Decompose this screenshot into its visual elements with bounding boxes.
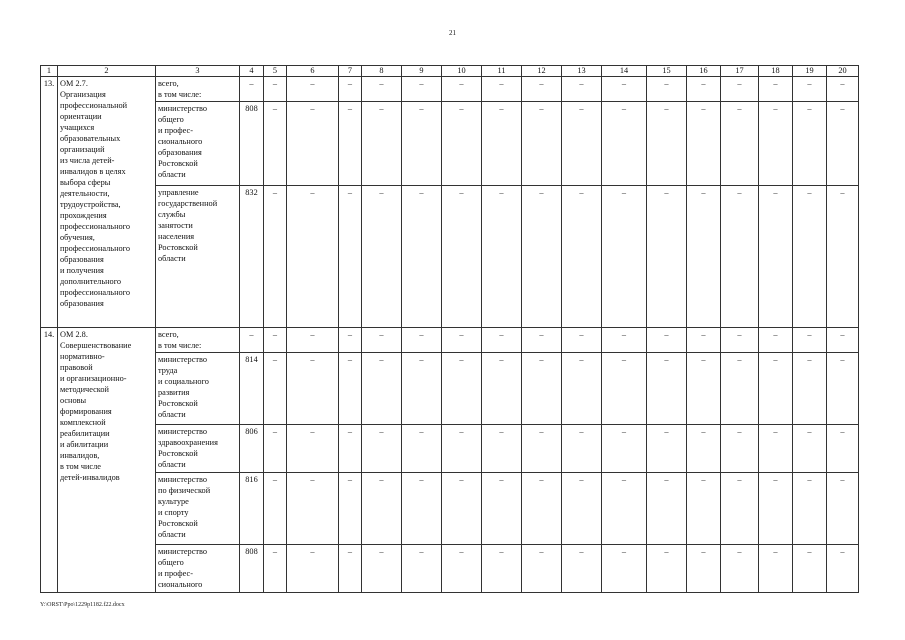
value-cell: –: [793, 186, 827, 328]
executor-cell: [156, 328, 240, 353]
budget-code: 808: [240, 102, 264, 186]
budget-code: 806: [240, 425, 264, 473]
value-cell: –: [442, 186, 482, 328]
budget-code: 814: [240, 353, 264, 425]
executor-cell: [156, 353, 240, 425]
executor-line: и профес-: [158, 569, 193, 578]
row-number: 14.: [41, 328, 58, 593]
value-cell: –: [647, 545, 687, 593]
table-row: [41, 545, 859, 593]
table-row: [41, 77, 859, 102]
executor-line: труда: [158, 366, 178, 375]
value-cell: –: [362, 545, 402, 593]
column-header: 1: [41, 66, 58, 77]
measure-name-line: формирования: [60, 407, 112, 416]
measure-name-line: инвалидов,: [60, 451, 100, 460]
budget-table: [40, 65, 859, 593]
measure-name-line: реабилитации: [60, 429, 110, 438]
value-cell: –: [721, 353, 759, 425]
value-cell: –: [602, 473, 647, 545]
value-cell: –: [827, 102, 859, 186]
value-cell: –: [264, 425, 287, 473]
value-cell: –: [687, 77, 721, 102]
table-row: [41, 328, 859, 353]
budget-code: 816: [240, 473, 264, 545]
measure-name-line: и организационно-: [60, 374, 127, 383]
executor-line: службы: [158, 210, 186, 219]
value-cell: –: [793, 353, 827, 425]
measure-name-line: образования: [60, 299, 104, 308]
executor-line: по физической: [158, 486, 211, 495]
value-cell: –: [264, 353, 287, 425]
value-cell: –: [402, 545, 442, 593]
value-cell: –: [264, 77, 287, 102]
value-cell: –: [793, 545, 827, 593]
value-cell: –: [522, 353, 562, 425]
value-cell: –: [647, 102, 687, 186]
column-header: 15: [647, 66, 687, 77]
value-cell: –: [442, 425, 482, 473]
executor-cell: [156, 77, 240, 102]
value-cell: –: [362, 473, 402, 545]
value-cell: –: [482, 425, 522, 473]
executor-line: всего,: [158, 330, 179, 339]
value-cell: –: [362, 353, 402, 425]
value-cell: –: [647, 353, 687, 425]
value-cell: –: [264, 102, 287, 186]
table-row: [41, 102, 859, 186]
value-cell: –: [721, 102, 759, 186]
value-cell: –: [721, 186, 759, 328]
measure-name-line: из числа детей-: [60, 156, 115, 165]
table-row: [41, 473, 859, 545]
measure-name-line: дополнительного: [60, 277, 122, 286]
value-cell: –: [827, 353, 859, 425]
value-cell: –: [482, 102, 522, 186]
column-header: 7: [339, 66, 362, 77]
value-cell: –: [339, 186, 362, 328]
value-cell: –: [482, 186, 522, 328]
value-cell: –: [759, 353, 793, 425]
value-cell: –: [442, 102, 482, 186]
column-header: 14: [602, 66, 647, 77]
value-cell: –: [647, 328, 687, 353]
value-cell: –: [264, 545, 287, 593]
column-header: 13: [562, 66, 602, 77]
column-header: 4: [240, 66, 264, 77]
executor-line: и социального: [158, 377, 209, 386]
value-cell: –: [522, 328, 562, 353]
value-cell: –: [793, 328, 827, 353]
value-cell: –: [442, 545, 482, 593]
value-cell: –: [339, 545, 362, 593]
executor-line: здравоохранения: [158, 438, 218, 447]
value-cell: –: [362, 425, 402, 473]
value-cell: –: [687, 545, 721, 593]
measure-name-line: профессионального: [60, 288, 131, 297]
value-cell: –: [647, 473, 687, 545]
value-cell: –: [287, 328, 339, 353]
value-cell: –: [687, 102, 721, 186]
measure-name: [58, 328, 156, 593]
column-header: 2: [58, 66, 156, 77]
column-header: 16: [687, 66, 721, 77]
value-cell: –: [287, 425, 339, 473]
measure-name-line: комплексной: [60, 418, 106, 427]
column-header: 17: [721, 66, 759, 77]
executor-line: Ростовской: [158, 159, 198, 168]
measure-name-line: образования: [60, 255, 104, 264]
value-cell: –: [687, 425, 721, 473]
executor-line: населения: [158, 232, 195, 241]
budget-code: 832: [240, 186, 264, 328]
value-cell: –: [287, 77, 339, 102]
measure-name-line: Совершенствование: [60, 341, 132, 350]
column-header: 19: [793, 66, 827, 77]
executor-line: Ростовской: [158, 449, 198, 458]
measure-name-line: детей-инвалидов: [60, 473, 120, 482]
value-cell: –: [442, 328, 482, 353]
measure-name-line: обучения,: [60, 233, 95, 242]
value-cell: –: [482, 545, 522, 593]
value-cell: –: [562, 186, 602, 328]
value-cell: –: [362, 328, 402, 353]
measure-name: [58, 77, 156, 328]
value-cell: –: [759, 102, 793, 186]
measure-name-line: в том числе: [60, 462, 101, 471]
measure-name-line: ОМ 2.8.: [60, 330, 88, 339]
column-header: 3: [156, 66, 240, 77]
measure-name-line: ОМ 2.7.: [60, 79, 88, 88]
value-cell: –: [362, 77, 402, 102]
value-cell: –: [827, 186, 859, 328]
executor-line: всего,: [158, 79, 179, 88]
executor-line: управление: [158, 188, 199, 197]
value-cell: –: [442, 77, 482, 102]
value-cell: –: [522, 77, 562, 102]
executor-line: и спорту: [158, 508, 189, 517]
measure-name-line: трудоустройства,: [60, 200, 121, 209]
value-cell: –: [647, 186, 687, 328]
measure-name-line: выбора сферы: [60, 178, 111, 187]
value-cell: –: [562, 102, 602, 186]
value-cell: –: [759, 328, 793, 353]
executor-line: области: [158, 254, 186, 263]
executor-line: министерство: [158, 104, 208, 113]
value-cell: –: [759, 473, 793, 545]
value-cell: –: [362, 186, 402, 328]
value-cell: –: [562, 425, 602, 473]
measure-name-line: методической: [60, 385, 109, 394]
value-cell: –: [402, 77, 442, 102]
executor-line: развития: [158, 388, 190, 397]
measure-name-line: инвалидов в целях: [60, 167, 126, 176]
budget-code: 808: [240, 545, 264, 593]
value-cell: –: [827, 545, 859, 593]
value-cell: –: [339, 77, 362, 102]
executor-line: министерство: [158, 475, 208, 484]
table-row: [41, 186, 859, 328]
column-header: 11: [482, 66, 522, 77]
value-cell: –: [402, 353, 442, 425]
column-header: 12: [522, 66, 562, 77]
value-cell: –: [522, 102, 562, 186]
value-cell: –: [522, 425, 562, 473]
value-cell: –: [687, 186, 721, 328]
measure-name-line: Организация: [60, 90, 106, 99]
value-cell: –: [287, 353, 339, 425]
value-cell: –: [442, 353, 482, 425]
executor-cell: [156, 186, 240, 328]
value-cell: –: [721, 473, 759, 545]
executor-line: сионального: [158, 137, 203, 146]
value-cell: –: [339, 425, 362, 473]
value-cell: –: [562, 328, 602, 353]
executor-cell: [156, 102, 240, 186]
executor-cell: [156, 473, 240, 545]
value-cell: –: [793, 425, 827, 473]
value-cell: –: [402, 102, 442, 186]
executor-cell: [156, 425, 240, 473]
column-header: 8: [362, 66, 402, 77]
value-cell: –: [793, 102, 827, 186]
executor-line: области: [158, 170, 186, 179]
value-cell: –: [793, 77, 827, 102]
measure-name-line: и получения: [60, 266, 104, 275]
executor-line: общего: [158, 115, 184, 124]
value-cell: –: [562, 353, 602, 425]
value-cell: –: [287, 473, 339, 545]
executor-line: Ростовской: [158, 243, 198, 252]
value-cell: –: [602, 353, 647, 425]
value-cell: –: [602, 77, 647, 102]
executor-line: министерство: [158, 355, 208, 364]
column-header: 9: [402, 66, 442, 77]
measure-name-line: ориентации: [60, 112, 102, 121]
executor-line: в том числе:: [158, 341, 202, 350]
value-cell: –: [759, 77, 793, 102]
value-cell: –: [602, 102, 647, 186]
value-cell: –: [721, 545, 759, 593]
value-cell: –: [482, 77, 522, 102]
executor-line: области: [158, 460, 186, 469]
measure-name-line: учащихся: [60, 123, 95, 132]
measure-name-line: профессионального: [60, 222, 131, 231]
value-cell: –: [522, 186, 562, 328]
measure-name-line: профессиональной: [60, 101, 128, 110]
executor-line: государственной: [158, 199, 218, 208]
value-cell: –: [339, 473, 362, 545]
value-cell: –: [827, 425, 859, 473]
value-cell: –: [362, 102, 402, 186]
table-body: [41, 66, 859, 593]
measure-name-line: организаций: [60, 145, 105, 154]
value-cell: –: [721, 77, 759, 102]
value-cell: –: [827, 77, 859, 102]
value-cell: –: [522, 545, 562, 593]
value-cell: –: [793, 473, 827, 545]
budget-code: –: [240, 328, 264, 353]
column-header: 6: [287, 66, 339, 77]
value-cell: –: [287, 102, 339, 186]
value-cell: –: [402, 473, 442, 545]
measure-name-line: и абилитации: [60, 440, 109, 449]
value-cell: –: [827, 473, 859, 545]
executor-line: Ростовской: [158, 399, 198, 408]
value-cell: –: [339, 328, 362, 353]
value-cell: –: [759, 545, 793, 593]
row-number: 13.: [41, 77, 58, 328]
value-cell: –: [721, 328, 759, 353]
column-header: 10: [442, 66, 482, 77]
value-cell: –: [687, 328, 721, 353]
executor-line: области: [158, 410, 186, 419]
column-header: 18: [759, 66, 793, 77]
value-cell: –: [827, 328, 859, 353]
executor-line: в том числе:: [158, 90, 202, 99]
value-cell: –: [402, 186, 442, 328]
value-cell: –: [687, 353, 721, 425]
value-cell: –: [264, 186, 287, 328]
value-cell: –: [402, 328, 442, 353]
value-cell: –: [562, 473, 602, 545]
value-cell: –: [602, 328, 647, 353]
value-cell: –: [562, 545, 602, 593]
executor-line: области: [158, 530, 186, 539]
measure-name-line: прохождения: [60, 211, 107, 220]
value-cell: –: [602, 186, 647, 328]
executor-line: министерство: [158, 547, 208, 556]
value-cell: –: [687, 473, 721, 545]
executor-line: и профес-: [158, 126, 193, 135]
value-cell: –: [442, 473, 482, 545]
measure-name-line: образовательных: [60, 134, 121, 143]
value-cell: –: [602, 545, 647, 593]
executor-line: сионального: [158, 580, 203, 589]
budget-code: –: [240, 77, 264, 102]
executor-line: общего: [158, 558, 184, 567]
executor-line: культуре: [158, 497, 189, 506]
value-cell: –: [482, 473, 522, 545]
value-cell: –: [482, 353, 522, 425]
column-header: 20: [827, 66, 859, 77]
value-cell: –: [562, 77, 602, 102]
executor-line: Ростовской: [158, 519, 198, 528]
executor-cell: [156, 545, 240, 593]
measure-name-line: нормативно-: [60, 352, 105, 361]
value-cell: –: [339, 102, 362, 186]
measure-name-line: правовой: [60, 363, 93, 372]
table-row: [41, 425, 859, 473]
value-cell: –: [647, 425, 687, 473]
executor-line: образования: [158, 148, 202, 157]
executor-line: занятости: [158, 221, 193, 230]
footer-path: Y:\ORST\Ppo\1229p1182.f22.docx: [40, 602, 125, 608]
value-cell: –: [602, 425, 647, 473]
measure-name-line: деятельности,: [60, 189, 110, 198]
value-cell: –: [721, 425, 759, 473]
value-cell: –: [647, 77, 687, 102]
table-row: [41, 353, 859, 425]
measure-name-line: профессионального: [60, 244, 131, 253]
value-cell: –: [339, 353, 362, 425]
value-cell: –: [759, 186, 793, 328]
value-cell: –: [522, 473, 562, 545]
value-cell: –: [482, 328, 522, 353]
header-row: [41, 66, 859, 77]
measure-name-line: основы: [60, 396, 87, 405]
value-cell: –: [264, 328, 287, 353]
value-cell: –: [287, 545, 339, 593]
column-header: 5: [264, 66, 287, 77]
page-number: 21: [449, 29, 456, 37]
value-cell: –: [402, 425, 442, 473]
value-cell: –: [759, 425, 793, 473]
value-cell: –: [264, 473, 287, 545]
value-cell: –: [287, 186, 339, 328]
executor-line: министерство: [158, 427, 208, 436]
